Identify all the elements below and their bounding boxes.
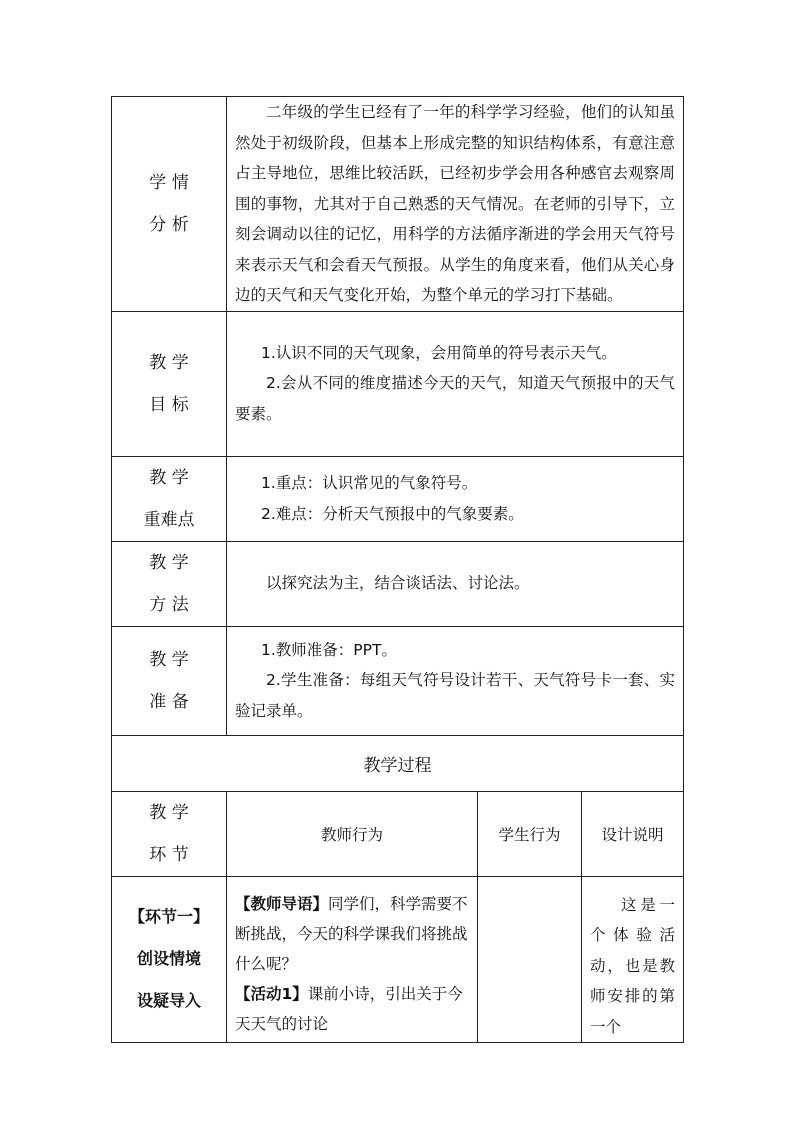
student-analysis-content	[227, 97, 684, 312]
teaching-methods-content	[227, 541, 684, 626]
objective-item: 2.会从不同的维度描述今天的天气，知道天气预报中的天气要素。	[235, 374, 676, 423]
label-line: 教 学	[149, 552, 189, 573]
segment-line: 设疑导入	[136, 991, 201, 1011]
guide-tag: 【教师导语】	[235, 894, 329, 913]
label-line: 学 情	[149, 172, 189, 193]
segment-1-student	[478, 876, 582, 1043]
row-teaching-methods	[112, 541, 684, 626]
label-line: 环 节	[149, 844, 189, 865]
label-line: 方 法	[149, 594, 189, 615]
row-teaching-preparation	[112, 626, 684, 735]
activity-text: 课前小诗，引出关于今天天气的讨论	[235, 984, 463, 1033]
label-teaching-objectives	[112, 311, 227, 456]
teaching-objectives-content	[227, 311, 684, 456]
teaching-methods-text: 以探究法为主，结合谈话法、讨论法。	[266, 574, 530, 593]
preparation-item: 2.学生准备：每组天气符号设计若干、天气符号卡一套、实验记录单。	[235, 671, 676, 720]
label-line: 分 析	[149, 214, 189, 235]
key-point-item: 1.重点：认识常见的气象符号。	[261, 474, 478, 492]
row-process-header	[112, 791, 684, 876]
activity-tag: 【活动1】	[235, 984, 308, 1003]
label-line: 教 学	[149, 802, 189, 823]
teacher-activity	[235, 979, 469, 1039]
label-key-difficulties	[112, 456, 227, 541]
process-title: 教学过程	[112, 735, 684, 791]
label-line: 目 标	[149, 394, 189, 415]
header-teacher: 教师行为	[227, 791, 478, 876]
row-process-title	[112, 735, 684, 791]
preparation-item: 1.教师准备：PPT。	[261, 640, 397, 659]
lesson-plan-table	[111, 96, 684, 1043]
label-line: 重难点	[143, 509, 195, 530]
segment-1-design	[582, 876, 684, 1043]
header-student: 学生行为	[478, 791, 582, 876]
design-text: 这是一个体验活动，也是教师安排的第一个	[590, 895, 676, 1036]
student-analysis-text: 二年级的学生已经有了一年的科学学习经验，他们的认知虽然处于初级阶段，但基本上形成完整的知识结构体系，有意注意占主导地位，思维比较活跃，已经初步学会用各种感官去观察周围的事物，尤其对于自己熟悉的天气情况。在老师的引导下，立刻会调动以往的记忆，用科学的方法循序渐进的学会用天气符号来表示天气和会看天气预报。从学生的角度来看，他们从关心身边的天气和天气变化开始，为整个单元的学习打下基础。	[235, 103, 676, 304]
row-key-difficulties	[112, 456, 684, 541]
teaching-preparation-content	[227, 626, 684, 735]
label-line: 教 学	[149, 649, 189, 670]
label-teaching-preparation	[112, 626, 227, 735]
guide-text: 同学们，科学需要不断挑战，今天的科学课我们将挑战什么呢？	[235, 894, 468, 973]
label-line: 准 备	[149, 691, 189, 712]
label-student-analysis	[112, 97, 227, 312]
header-segment	[112, 791, 227, 876]
segment-line: 【环节一】	[128, 907, 209, 927]
row-teaching-objectives	[112, 311, 684, 456]
header-design: 设计说明	[582, 791, 684, 876]
row-segment-1	[112, 876, 684, 1043]
segment-line: 创设情境	[136, 949, 201, 969]
segment-1-teacher	[227, 876, 478, 1043]
difficulty-item: 2.难点：分析天气预报中的气象要素。	[261, 504, 524, 523]
segment-1-label	[112, 876, 227, 1043]
label-line: 教 学	[149, 352, 189, 373]
key-difficulties-content	[227, 456, 684, 541]
row-student-analysis	[112, 97, 684, 312]
teacher-guide	[235, 889, 469, 979]
label-teaching-methods	[112, 541, 227, 626]
label-line: 教 学	[149, 467, 189, 488]
objective-item: 1.认识不同的天气现象，会用简单的符号表示天气。	[261, 343, 617, 362]
